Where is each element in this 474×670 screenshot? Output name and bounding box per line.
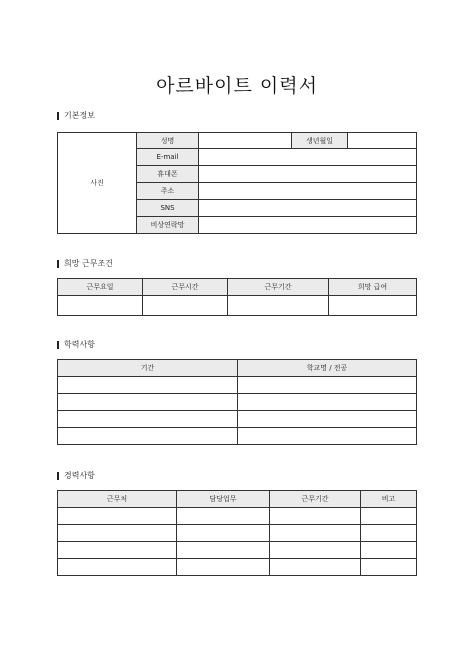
email-label: E-mail bbox=[137, 149, 199, 166]
section-conditions-heading: 희망 근무조건 bbox=[64, 259, 113, 268]
emergency-field[interactable] bbox=[199, 217, 417, 234]
education-cell[interactable] bbox=[58, 428, 238, 445]
career-cell[interactable] bbox=[177, 508, 270, 525]
education-cell[interactable] bbox=[58, 377, 238, 394]
career-cell[interactable] bbox=[58, 525, 177, 542]
section-conditions bbox=[57, 258, 113, 269]
section-bar-icon bbox=[57, 112, 59, 120]
section-career-heading: 경력사항 bbox=[64, 471, 95, 480]
career-cell[interactable] bbox=[361, 542, 417, 559]
career-cell[interactable] bbox=[361, 559, 417, 576]
address-field[interactable] bbox=[199, 183, 417, 200]
education-table bbox=[57, 359, 417, 445]
career-cell[interactable] bbox=[270, 508, 361, 525]
email-field[interactable] bbox=[199, 149, 417, 166]
career-table bbox=[57, 490, 417, 576]
career-cell[interactable] bbox=[270, 559, 361, 576]
section-bar-icon bbox=[57, 260, 59, 268]
basic-info-table bbox=[57, 132, 417, 234]
career-cell[interactable] bbox=[270, 542, 361, 559]
career-cell[interactable] bbox=[177, 559, 270, 576]
sns-field[interactable] bbox=[199, 200, 417, 217]
career-cell[interactable] bbox=[361, 508, 417, 525]
emergency-label: 비상연락망 bbox=[137, 217, 199, 234]
career-cell[interactable] bbox=[270, 525, 361, 542]
conditions-cell[interactable] bbox=[329, 296, 417, 316]
section-bar-icon bbox=[57, 472, 59, 480]
conditions-table bbox=[57, 278, 417, 316]
education-cell[interactable] bbox=[238, 428, 417, 445]
photo-cell[interactable]: 사진 bbox=[58, 133, 137, 234]
sns-label: SNS bbox=[137, 200, 199, 217]
page-title: 아르바이트 이력서 bbox=[156, 75, 318, 97]
section-basic-info-heading: 기본정보 bbox=[64, 111, 95, 120]
career-cell[interactable] bbox=[58, 542, 177, 559]
conditions-cell[interactable] bbox=[58, 296, 143, 316]
mobile-field[interactable] bbox=[199, 166, 417, 183]
career-header-cell: 담당업무 bbox=[177, 491, 270, 508]
conditions-header-cell: 근무시간 bbox=[143, 279, 228, 296]
address-label: 주소 bbox=[137, 183, 199, 200]
career-cell[interactable] bbox=[58, 508, 177, 525]
name-label: 성명 bbox=[137, 133, 199, 149]
conditions-cell[interactable] bbox=[143, 296, 228, 316]
section-basic-info bbox=[57, 110, 95, 121]
conditions-header-cell: 희망 급여 bbox=[329, 279, 417, 296]
section-career bbox=[57, 470, 95, 481]
career-cell[interactable] bbox=[361, 525, 417, 542]
conditions-header-cell: 근무요일 bbox=[58, 279, 143, 296]
mobile-label: 휴대폰 bbox=[137, 166, 199, 183]
education-cell[interactable] bbox=[58, 411, 238, 428]
education-cell[interactable] bbox=[58, 394, 238, 411]
conditions-cell[interactable] bbox=[228, 296, 329, 316]
conditions-header-cell: 근무기간 bbox=[228, 279, 329, 296]
section-education bbox=[57, 339, 95, 350]
education-cell[interactable] bbox=[238, 411, 417, 428]
career-header-cell: 근무처 bbox=[58, 491, 177, 508]
career-header-cell: 근무기간 bbox=[270, 491, 361, 508]
education-cell[interactable] bbox=[238, 377, 417, 394]
education-cell[interactable] bbox=[238, 394, 417, 411]
name-field[interactable] bbox=[199, 133, 292, 149]
birthdate-field[interactable] bbox=[348, 133, 417, 149]
education-header-cell: 학교명 / 전공 bbox=[238, 360, 417, 377]
section-education-heading: 학력사항 bbox=[64, 340, 95, 349]
career-cell[interactable] bbox=[177, 542, 270, 559]
career-header-cell: 비고 bbox=[361, 491, 417, 508]
career-cell[interactable] bbox=[58, 559, 177, 576]
career-cell[interactable] bbox=[177, 525, 270, 542]
birthdate-label: 생년월일 bbox=[292, 133, 348, 149]
education-header-cell: 기간 bbox=[58, 360, 238, 377]
section-bar-icon bbox=[57, 341, 59, 349]
